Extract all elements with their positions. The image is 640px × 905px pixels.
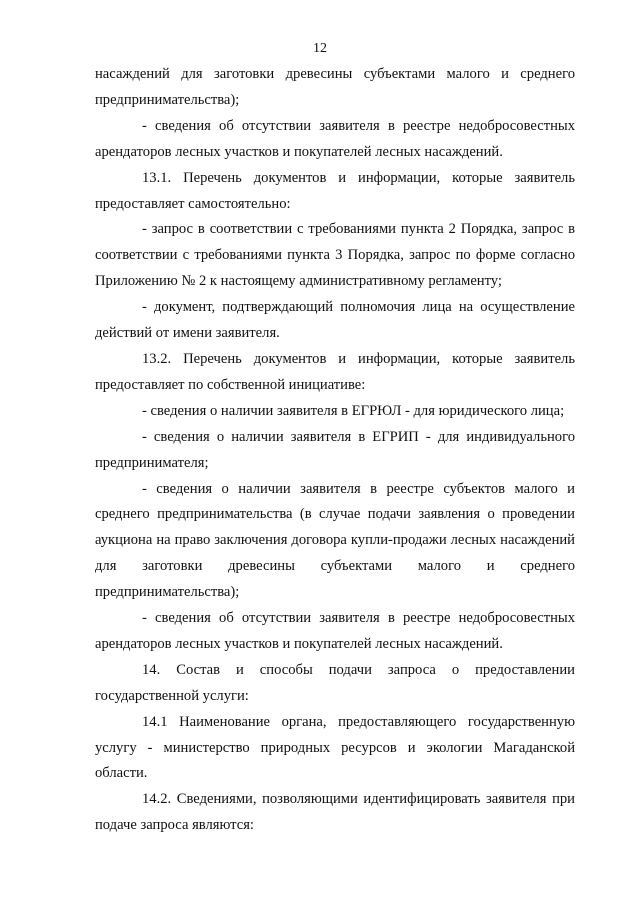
paragraph-list-item: - запрос в соответствии с требованиями пункта 2 Порядка, запрос в соответствии с требованиями пункта 3 Порядка, запрос по форме согласно Приложению № 2 к настоящему административному регламенту;	[95, 221, 575, 290]
paragraph-section-13-2: 13.2. Перечень документов и информации, которые заявитель предоставляет по собственной инициативе:	[95, 350, 575, 393]
document-body	[95, 62, 575, 839]
paragraph-list-item: - сведения о наличии заявителя в ЕГРЮЛ - для юридического лица;	[142, 402, 565, 419]
paragraph-continuation: насаждений для заготовки древесины субъектами малого и среднего предпринимательства);	[95, 66, 575, 108]
paragraph-list-item: - сведения об отсутствии заявителя в реестре недобросовестных арендаторов лесных участков и покупателей лесных насаждений.	[95, 117, 575, 160]
paragraph-list-item: - документ, подтверждающий полномочия лица на осуществление действий от имени заявителя.	[95, 299, 575, 342]
paragraph-list-item: - сведения о наличии заявителя в реестре субъектов малого и среднего предпринимательства (в случае подачи заявления о проведении аукциона на право заключения договора купли-продажи лесных насаждений для заготовки древесины субъектами малого и среднего предпринимательства);	[95, 480, 575, 601]
paragraph-list-item: - сведения о наличии заявителя в ЕГРИП - для индивидуального предпринимателя;	[95, 428, 575, 471]
paragraph-section-14-1: 14.1 Наименование органа, предоставляющего государственную услугу - министерство природных ресурсов и экологии Магаданской области.	[95, 713, 575, 782]
page-number: 12	[313, 41, 327, 56]
paragraph-section-13-1: 13.1. Перечень документов и информации, которые заявитель предоставляет самостоятельно:	[95, 169, 575, 212]
paragraph-section-14-2: 14.2. Сведениями, позволяющими идентифицировать заявителя при подаче запроса являются:	[95, 791, 575, 834]
paragraph-list-item: - сведения об отсутствии заявителя в реестре недобросовестных арендаторов лесных участков и покупателей лесных насаждений.	[95, 610, 575, 652]
paragraph-section-14: 14. Состав и способы подачи запроса о предоставлении государственной услуги:	[95, 661, 575, 704]
